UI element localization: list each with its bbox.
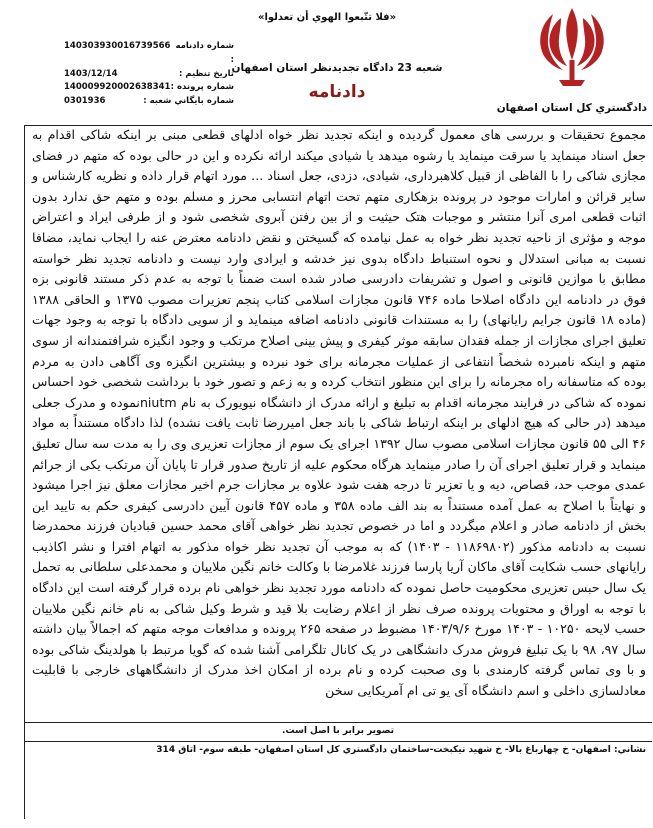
quran-verse: «فلا تتّبعوا الهوي أن تعدلوا» <box>258 12 397 23</box>
document-footer <box>24 722 652 822</box>
meta-label: شماره دادنامه : <box>175 41 234 65</box>
meta-label: شماره بايگاني شعبه : <box>143 96 234 107</box>
footer-divider <box>24 741 652 742</box>
certified-copy-note: تصوير برابر با اصل است. <box>282 726 394 736</box>
meta-value: 140009920002638341 <box>64 82 171 93</box>
meta-value: 0301936 <box>64 96 106 107</box>
footer-divider <box>24 722 652 723</box>
verdict-body <box>32 125 646 702</box>
meta-value: 1403/12/14 <box>64 68 118 79</box>
case-metadata <box>64 40 234 109</box>
meta-row-verdict-number <box>64 40 234 68</box>
document-title: دادنامه <box>308 82 366 102</box>
court-address: نشاني: اصفهان- خ چهارباغ بالا- خ شهيد نيكبخت-ساختمان دادگستري كل استان اصفهان- طبقه سوم- اتاق 314 <box>156 745 646 755</box>
meta-row-issue-date <box>64 68 234 82</box>
meta-label: شماره پرونده : <box>170 82 234 93</box>
meta-row-archive-number <box>64 95 234 109</box>
court-branch: شعبه 23 دادگاه تجديدنظر استان اصفهان <box>231 62 443 74</box>
meta-label: تاريخ تنظيم : <box>179 68 234 79</box>
meta-row-case-number <box>64 81 234 95</box>
iran-emblem-icon <box>531 2 613 90</box>
document-header <box>0 0 653 126</box>
court-name: دادگستري کل استان اصفهان <box>496 102 647 114</box>
verdict-paragraph: مجموع تحقیقات و بررسی های معمول گردیده و اینکه تجدید نظر خواه ادلهای قطعی مبنی بر اینکه شاکی اقدام به جعل اسناد مینماید یا سرقت مینماید یا رشوه میدهد یا شیادی میکند ارائه نکرده و این در حالی بوده که متهم در فضای مجازی شاکی را با الفاظی از قبیل کلاهبرداری، شیادی، دزدی، جعل اسناد ... مورد اتهام قرار داده و نظریه کارشناس و سایر قرائن و امارات موجود در پرونده بزهکاری متهم تحت اتهام انتسابی محرز و مسلم بوده و متهم حق ندارد بدون اثبات قطعی امری آنرا منتشر و موجبات هتک حیثیت و از بین رفتن آبروی شخصی شود و از طرفی ایراد و اعتراض موجه و مؤثری از ناحیه تجدید نظر خواه به عمل نیامده که گسیختن و نقض دادنامه معترض عنه را ایجاب نماید، مضافا نسبت به مبانی استدلال و نحوه استنباط دادگاه بدوی نیز خدشه و ایرادی وارد نیست و دادنامه تجدید نظر خواسته مطابق با موازین قانونی و اصول و تشریفات دادرسی صادر شده است ضمناً با توجه به عدم ذکر مستند قانونی بزه فوق در دادنامه این دادگاه اصلاحا ماده ۷۴۶ قانون مجازات اسلامی کتاب پنجم تعزیرات مصوب ۱۳۷۵ و الحاقی ۱۳۸۸ (ماده ۱۸ قانون جرایم رایانهای) را به مستندات قانونی دادنامه اضافه مینماید و از سویی دادگاه با توجه به وجود جهات تعلیق اجرای مجازات از جمله فقدان سابقه موثر کیفری و پیش بینی اصلاح مرتکب و وجود انگیزه شرافتمندانه از سوی متهم و اینکه نامبرده شخصاً انتفاعی از عملیات مجرمانه برای خود نبرده و بیشترین انگیزه وی آگاهی دادن به مردم بوده که متاسفانه راه مجرمانه را برای این منظور انتخاب کرده و به زعم و تصور خود با برداشت شخصی خود احساس نموده که شاکی در فرایند مجرمانه اقدام به تبلیغ و ارائه مدرک از دانشگاه نیویورک به نام niutmنموده و مدرک جعلی میدهد (در حالی که هیچ ادلهای بر اینکه ارتباط شاکی با باند جعل امیررضا ثابت یافت نشده) لذا دادگاه مستنداً به مواد ۴۶ الی ۵۵ قانون مجازات اسلامی مصوب سال ۱۳۹۲ اجرای یک سوم از مجازات تعزیری وی را به مدت سه سال تعلیق مینماید و قرار تعلیق اجرای آن را صادر مینماید هرگاه محکوم علیه از تاریخ صدور قرار تا پایان آن مرتکب یکی از جرائم عمدی موجب حد، قصاص، دیه و یا تعزیر تا درجه هفت شود علاوه بر مجازات جرم اخیر مجازات معلق نیز اجرا میشود و نهایتاً با اصلاح به عمل آمده مستنداً به بند الف ماده ۳۵۸ و ماده ۴۵۷ قانون آیین دادرسی کیفری حکم به تایید این بخش از دادنامه صادر و اعلام میگردد و اما در خصوص تجدید نظر خواهی آقای محمد حسین قبادیان فرزند محمدرضا نسبت به دادنامه مذکور (۱۱۸۶۹۸۰۲ - ۱۴۰۳) که به موجب آن تجدید نظر خواه مذکور به اتهام افترا و نشر اکاذیب رایانهای حسب شکایت آقای ماکان آریا پارسا فرزند غلامرضا با وکالت خانم نگین ملاییان و محمدعلی سلطانی به تحمل یک سال حبس تعزیری محکومیت حاصل نموده که دادنامه مورد تجدید نظر خواهی نام برده قرار گرفته است این دادگاه با توجه به اوراق و محتویات پرونده صرف نظر از اعلام رضایت بلا قید و شرط وکیل شاکی به نام خانم نگین ملاییان حسب لایحه ۱۰۲۵۰ - ۱۴۰۳ مورخ ۱۴۰۳/۹/۶ مضبوط در صفحه ۲۶۵ پرونده و مدافعات موجه متهم که اجمالاً بیان داشته سال ۹۷، ۹۸ با یک تبلیغ فروش مدرک دانشگاهی در یک کانال تلگرامی آشنا شده که گویا مرتبط با هولدینگ شاکی بوده و با وی تماس گرفته کارمندی با وی صحبت کرده و نام برده از امکان اخذ مدرک از دانشگاههای خارجی با قابلیت معادلسازی داخلی و اسم دانشگاه آی یو تی ام آمریکایی سخن <box>32 127 646 699</box>
meta-value: 140303930016739566 <box>64 41 171 51</box>
